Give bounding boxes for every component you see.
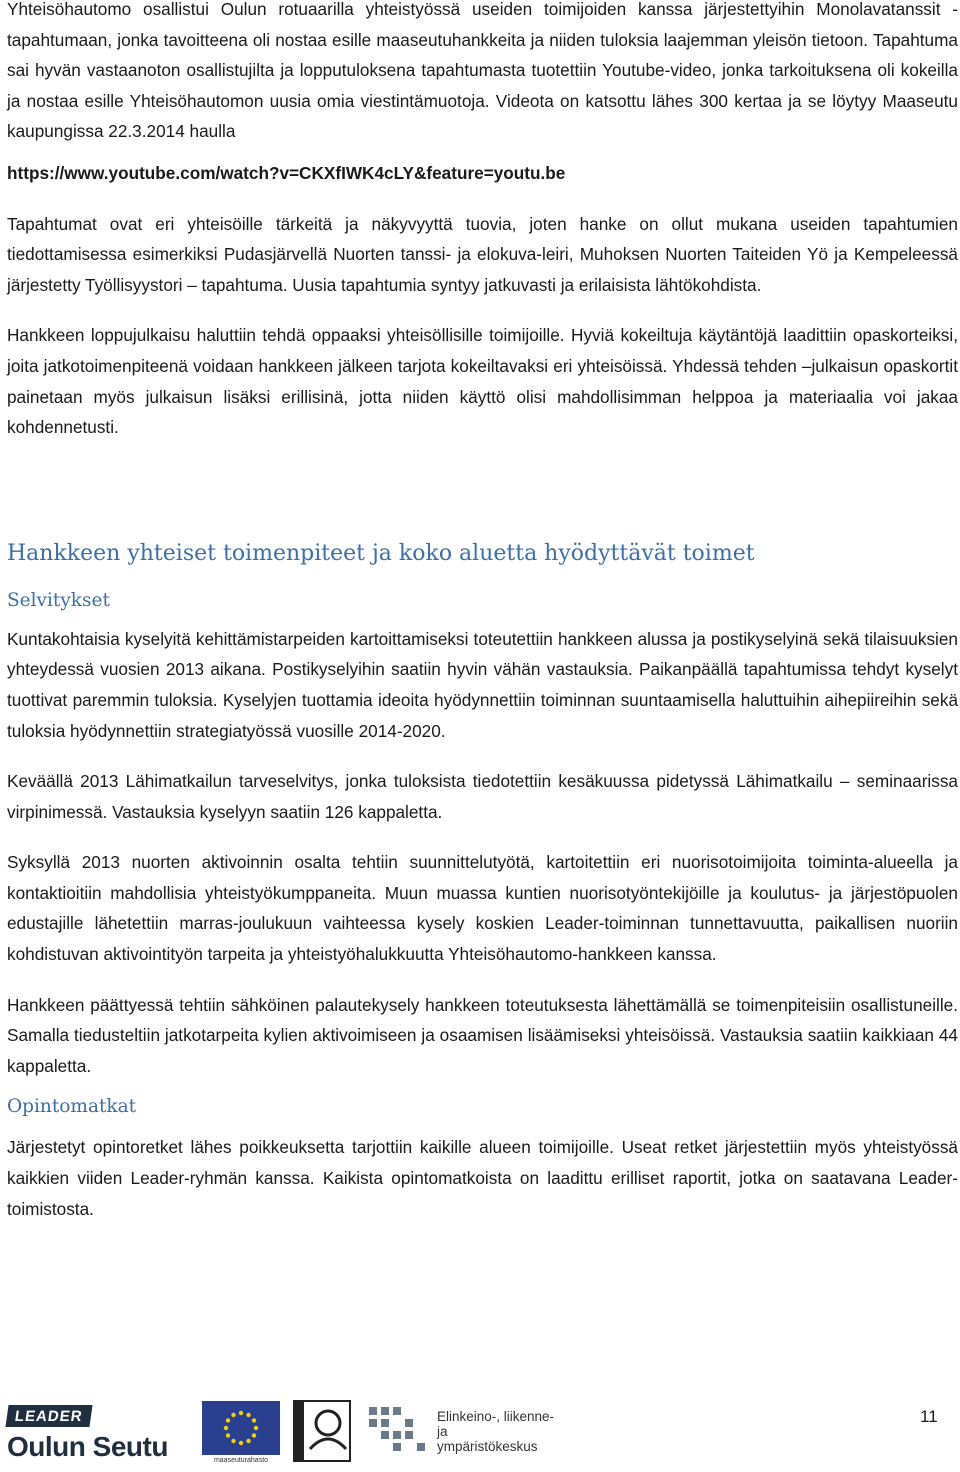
eu-star-icon: [226, 1433, 230, 1437]
leader-name: Oulun Seutu: [7, 1431, 168, 1462]
page-number: 11: [920, 1407, 938, 1426]
paragraph-nuorten-aktivointi: Syksyllä 2013 nuorten aktivoinnin osalta tehtiin suunnittelutyötä, kartoitettiin eri nuorisotoimijoita toiminta-alueella ja kontaktioitiin mahdollisia yhteistyökumppaneita. Muun muassa kuntien nuorisotyöntekijöille ja koulutus- ja järjestöpuolen edustajille lähetettiin marras-joulukuun vaihteessa kysely koskien Leader-toiminnan tunnettavuutta, paikallisen nuoriin kohdistuvan aktivointityön tarpeita ja yhteistyöhalukkuutta Yhteisöhautomo-hankkeen kanssa.: [7, 852, 958, 965]
eu-star-icon: [246, 1413, 250, 1417]
eu-star-icon: [224, 1426, 228, 1430]
paragraph-lahimatkailu: Keväällä 2013 Lähimatkailun tarveselvitys, jonka tuloksista tiedotettiin kesäkuussa pidetyssä Lähimatkailu – seminaarissa virpinimessä. Vastauksia kyselyyn saatiin 126 kappaletta.: [7, 771, 958, 822]
eu-star-icon: [252, 1418, 256, 1422]
document-page: [7, 0, 958, 1224]
paragraph-tapahtumat: Tapahtumat ovat eri yhteisöille tärkeitä ja näkyvyyttä tuovia, joten hanke on ollut mukana useiden tapahtumien tiedottamisessa esimerkiksi Pudasjärvellä Nuorten tanssi- ja elokuva-leiri, Muhoksen Nuorten Taiteiden Yö ja Kempeleessä järjestetty Työllisyystori – tapahtuma. Uusia tapahtumia syntyy jatkuvasti ja erilaisista lähtökohdista.: [7, 213, 958, 295]
ely-text: [437, 1409, 565, 1454]
paragraph-loppujulkaisu: Hankkeen loppujulkaisu haluttiin tehdä oppaaksi yhteisöllisille toimijoille. Hyviä kokeiltuja käytäntöjä laadittiin opaskorteiksi, joita jatkotoimenpiteenä voidaan hankkeen jälkeen tarjota kokeiltavaksi eri yhteisöissä. Yhdessä tehden –julkaisun opaskortit painetaan myös julkaisun lisäksi erillisinä, jotta niiden käyttö olisi mahdollisimman helppoa ja materiaalia voi jakaa kohdennetusti.: [7, 325, 958, 438]
paragraph-palautekysely: Hankkeen päättyessä tehtiin sähköinen palautekysely hankkeen toteutuksesta lähettämällä se toimenpiteisiin osallistuneille. Samalla tiedusteltiin jatkotarpeita kylien aktivoimiseen ja osaamisen lisäämiseksi yhteisöissä. Vastauksia saatiin kaikkiaan 44 kappaletta.: [7, 994, 958, 1076]
eu-star-icon: [231, 1439, 235, 1443]
eu-flag-logo: [202, 1401, 280, 1469]
subheading-opintomatkat: Opintomatkat: [7, 1096, 137, 1118]
ely-emblem-icon: [365, 1403, 427, 1453]
leader-tag: LEADER: [5, 1405, 92, 1427]
youtube-link[interactable]: https://www.youtube.com/watch?v=CKXfIWK4cLY&feature=youtu.be: [7, 162, 566, 183]
eu-star-icon: [231, 1413, 235, 1417]
eu-star-icon: [226, 1418, 230, 1422]
eu-star-icon: [252, 1433, 256, 1437]
eu-star-icon: [254, 1426, 258, 1430]
leader-emblem-icon: [292, 1399, 352, 1463]
subheading-selvitykset: Selvitykset: [7, 589, 110, 611]
eu-flag-icon: [202, 1401, 280, 1455]
leader-emblem-logo: [292, 1399, 352, 1463]
eu-star-icon: [239, 1441, 243, 1445]
eu-star-icon: [246, 1439, 250, 1443]
leader-oulun-seutu-logo: [7, 1405, 179, 1463]
paragraph-kuntakohtaiset: Kuntakohtaisia kyselyitä kehittämistarpeiden kartoittamiseksi toteutettiin hankkeen alussa ja postikyselyinä sekä tilaisuuksien yhteydessä vuosien 2013 aikana. Postikyselyihin saatiin hyvin vähän vastauksia. Paikanpäällä tapahtumissa tehdyt kyselyt tuottivat paremmin tuloksia. Kyselyjen tuottamia ideoita hyödynnettiin toiminnan suuntaamisella haluttuihin aihepiireihin sekä tuloksia hyödynnettiin strategiatyössä vuosille 2014-2020.: [7, 628, 958, 741]
paragraph-opintoretket: Järjestetyt opintoretket lähes poikkeuksetta tarjottiin kaikille alueen toimijoille. Useat retket järjestettiin myös yhteistyössä kaikkien viiden Leader-ryhmän kanssa. Kaikista opintomatkoista on laadittu erilliset raportit, jotka on saatavana Leader-toimistosta.: [7, 1137, 958, 1219]
section-heading-main: Hankkeen yhteiset toimenpiteet ja koko aluetta hyödyttävät toimet: [7, 540, 755, 566]
eu-caption: maaseuturahasto: [213, 1457, 269, 1464]
ely-line1: Elinkeino-, liikenne- ja: [437, 1409, 555, 1439]
paragraph-monolavatanssit: Yhteisöhautomo osallistui Oulun rotuaarilla yhteistyössä useiden toimijoiden kanssa järjestettyihin Monolavatanssit -tapahtumaan, jonka tavoitteena oli nostaa esille maaseutuhankkeita ja niiden tuloksia laajemman yleisön tietoon. Tapahtuma sai hyvän vastaanoton osallistujilta ja lopputuloksena tapahtumasta tuotettiin Youtube-video, jonka tarkoituksena oli kokeilla ja nostaa esille Yhteisöhautomon uusia omia viestintämuotoja. Videota on katsottu lähes 300 kertaa ja se löytyy Maaseutu kaupungissa 22.3.2014 haulla: [7, 0, 958, 142]
page-footer: [0, 1395, 960, 1472]
ely-line2: ympäristökeskus: [437, 1439, 538, 1454]
eu-star-icon: [239, 1411, 243, 1415]
ely-keskus-logo: [365, 1403, 565, 1461]
